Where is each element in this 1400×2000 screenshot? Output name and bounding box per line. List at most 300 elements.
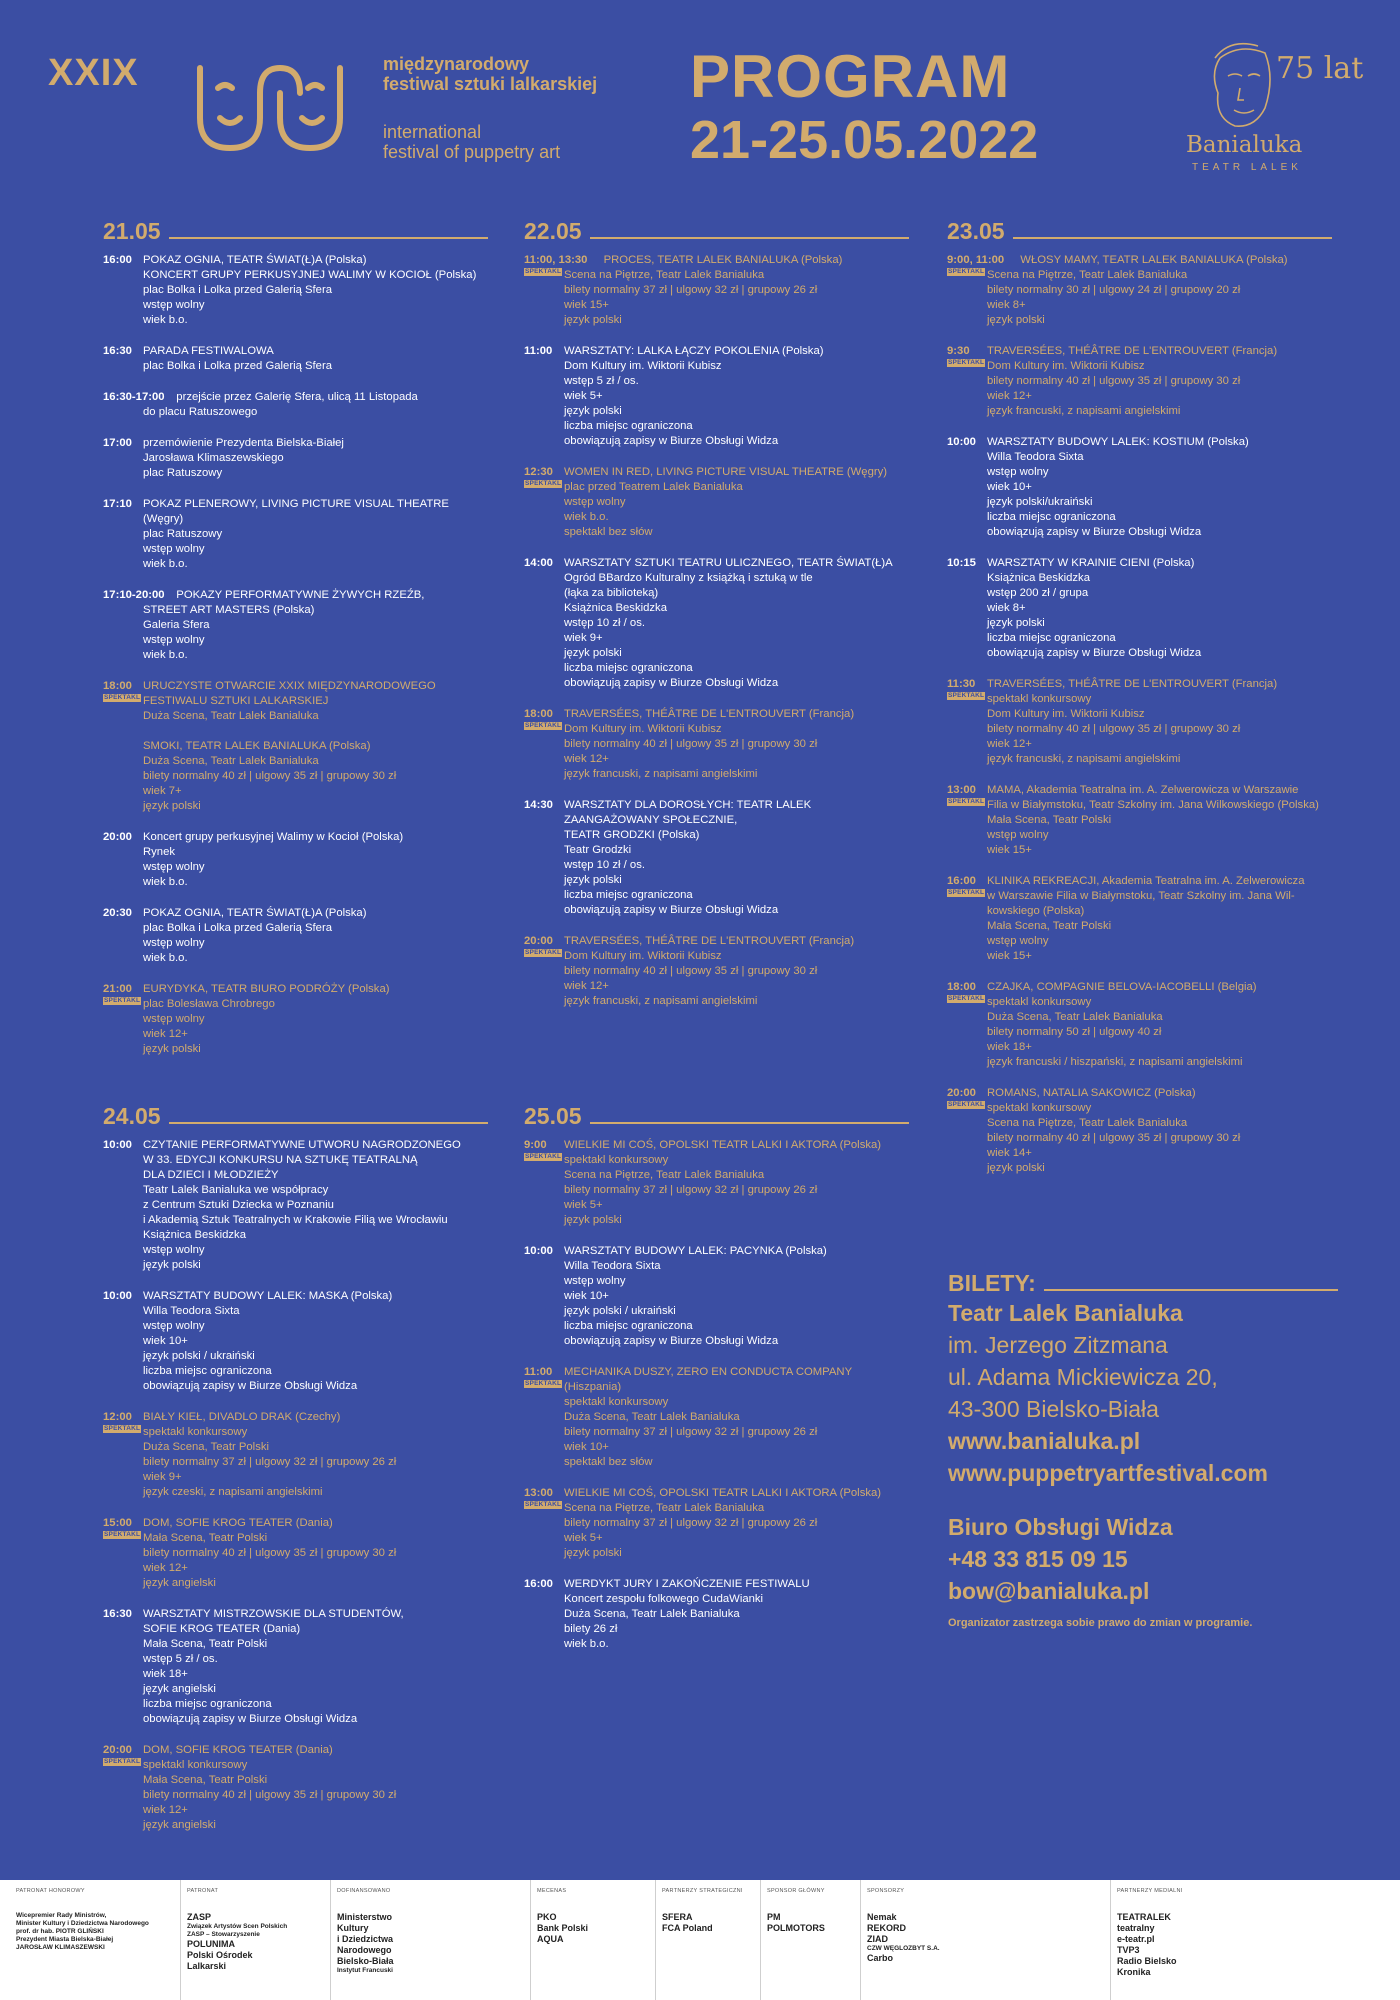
tickets-theatre: Teatr Lalek Banialuka bbox=[948, 1300, 1183, 1326]
theatre-subtitle: TEATR LALEK bbox=[1192, 162, 1302, 173]
event-detail: obowiązują zapisy w Biurze Obsługi Widza bbox=[987, 526, 1202, 538]
event-time: 13:00 bbox=[524, 1487, 553, 1499]
event-detail: język polski bbox=[987, 314, 1045, 326]
spektakl-badge: SPEKTAKL bbox=[525, 1380, 562, 1387]
event-detail: wstęp wolny bbox=[143, 634, 205, 646]
spektakl-badge: SPEKTAKL bbox=[948, 995, 985, 1002]
event-title: WARSZTATY BUDOWY LALEK: PACYNKA (Polska) bbox=[564, 1245, 827, 1257]
event-item bbox=[524, 1486, 909, 1561]
event-detail: bilety normalny 37 zł | ulgowy 32 zł | grupowy 26 zł bbox=[564, 284, 818, 296]
event-detail: wstęp wolny bbox=[143, 299, 205, 311]
event-title: przemówienie Prezydenta Bielska-Białej bbox=[143, 437, 344, 449]
tickets-festival-website[interactable]: www.puppetryartfestival.com bbox=[948, 1460, 1268, 1486]
event-item bbox=[103, 390, 488, 420]
event-detail: wiek 12+ bbox=[987, 738, 1032, 750]
event-detail: język polski bbox=[564, 1547, 622, 1559]
event-detail: wiek b.o. bbox=[143, 952, 188, 964]
day-date: 23.05 bbox=[947, 218, 1005, 244]
event-detail: w Warszawie Filia w Białymstoku, Teatr Szkolny im. Jana Wil- bbox=[987, 890, 1295, 902]
event-detail: TEATR GRODZKI (Polska) bbox=[564, 829, 700, 841]
event-item bbox=[103, 906, 488, 966]
event-title: WERDYKT JURY I ZAKOŃCZENIE FESTIWALU bbox=[564, 1578, 810, 1590]
event-detail: wiek 9+ bbox=[564, 632, 603, 644]
event-detail: obowiązują zapisy w Biurze Obsługi Widza bbox=[564, 1335, 779, 1347]
sponsor-logo: Bank Polski bbox=[537, 1923, 589, 1933]
event-title: POKAZ PLENEROWY, LIVING PICTURE VISUAL THEATRE (Węgry) bbox=[143, 498, 449, 525]
event-time: 18:00 bbox=[524, 708, 553, 720]
tickets-heading: BILETY: bbox=[948, 1270, 1036, 1296]
event-detail: obowiązują zapisy w Biurze Obsługi Widza bbox=[564, 435, 779, 447]
event-time: 21:00 bbox=[103, 983, 132, 995]
event-time: 10:15 bbox=[947, 557, 976, 569]
event-detail: obowiązują zapisy w Biurze Obsługi Widza bbox=[143, 1380, 358, 1392]
event-detail: Scena na Piętrze, Teatr Lalek Banialuka bbox=[564, 1502, 765, 1514]
tickets-rule bbox=[1044, 1289, 1338, 1291]
event-detail: wstęp wolny bbox=[143, 1013, 205, 1025]
event-detail: Mała Scena, Teatr Polski bbox=[987, 814, 1112, 826]
sponsor-logo: CZW WĘGLOZBYT S.A. bbox=[867, 1945, 940, 1952]
event-detail: wiek 7+ bbox=[143, 785, 182, 797]
event-detail: bilety 26 zł bbox=[564, 1623, 618, 1635]
day-column-24 bbox=[103, 1098, 488, 1849]
day-rule bbox=[590, 1122, 909, 1124]
event-detail: DLA DZIECI I MŁODZIEŻY bbox=[143, 1169, 279, 1181]
event-detail bbox=[143, 724, 488, 739]
event-item bbox=[103, 830, 488, 890]
event-detail: bilety normalny 40 zł | ulgowy 35 zł | grupowy 30 zł bbox=[987, 375, 1241, 387]
sponsor-logo: PKO bbox=[537, 1912, 557, 1922]
event-detail: spektakl bez słów bbox=[564, 526, 653, 538]
sponsor-logo: TVP3 bbox=[1117, 1945, 1140, 1955]
event-detail: język polski / ukraiński bbox=[143, 1350, 255, 1362]
day-date: 22.05 bbox=[524, 218, 582, 244]
event-detail: bilety normalny 50 zł | ulgowy 40 zł bbox=[987, 1026, 1162, 1038]
event-detail: Galeria Sfera bbox=[143, 619, 210, 631]
sponsor-group-label: MECENAS bbox=[537, 1888, 567, 1894]
event-item bbox=[103, 1607, 488, 1727]
event-detail: język francuski, z napisami angielskimi bbox=[987, 405, 1181, 417]
event-title: WARSZTATY: LALKA ŁĄCZY POKOLENIA (Polska) bbox=[564, 345, 824, 357]
event-detail: wstęp wolny bbox=[564, 496, 626, 508]
sponsor-logo: Ministerstwo bbox=[337, 1912, 393, 1922]
event-time: 15:00 bbox=[103, 1517, 132, 1529]
event-title: WARSZTATY W KRAINIE CIENI (Polska) bbox=[987, 557, 1195, 569]
event-detail: język polski bbox=[987, 617, 1045, 629]
day-date: 25.05 bbox=[524, 1103, 582, 1129]
event-detail: bilety normalny 40 zł | ulgowy 35 zł | grupowy 30 zł bbox=[143, 1789, 397, 1801]
event-detail: bilety normalny 40 zł | ulgowy 35 zł | grupowy 30 zł bbox=[564, 738, 818, 750]
event-detail: język polski bbox=[143, 800, 201, 812]
event-item bbox=[103, 679, 488, 814]
event-detail: bilety normalny 40 zł | ulgowy 35 zł | grupowy 30 zł bbox=[143, 770, 397, 782]
event-detail: (Hiszpania) bbox=[564, 1381, 622, 1393]
theatre-name: Banialuka bbox=[1186, 132, 1303, 158]
event-detail: język angielski bbox=[143, 1577, 216, 1589]
event-time: 17:10-20:00 bbox=[103, 589, 165, 601]
spektakl-badge: SPEKTAKL bbox=[104, 1758, 141, 1765]
spektakl-badge: SPEKTAKL bbox=[104, 1425, 141, 1432]
event-title: WARSZTATY BUDOWY LALEK: MASKA (Polska) bbox=[143, 1290, 393, 1302]
event-time: 17:10 bbox=[103, 498, 132, 510]
event-time: 10:00 bbox=[947, 436, 976, 448]
spektakl-badge: SPEKTAKL bbox=[948, 359, 985, 366]
event-detail: Filia w Białymstoku, Teatr Szkolny im. Jana Wilkowskiego (Polska) bbox=[987, 799, 1319, 811]
day-header bbox=[524, 213, 909, 243]
event-detail: wstęp 5 zł / os. bbox=[143, 1653, 218, 1665]
event-title: POKAZY PERFORMATYWNE ŻYWYCH RZEŹB, bbox=[176, 589, 425, 601]
event-detail: język polski bbox=[564, 1214, 622, 1226]
spektakl-badge: SPEKTAKL bbox=[525, 268, 562, 275]
event-detail: wiek b.o. bbox=[143, 649, 188, 661]
event-detail: Scena na Piętrze, Teatr Lalek Banialuka bbox=[987, 1117, 1188, 1129]
event-item bbox=[947, 980, 1332, 1070]
event-time: 17:00 bbox=[103, 437, 132, 449]
event-time: 14:00 bbox=[524, 557, 553, 569]
spektakl-badge: SPEKTAKL bbox=[104, 997, 141, 1004]
sponsor-group bbox=[860, 1880, 1105, 2000]
event-detail: spektakl konkursowy bbox=[987, 996, 1092, 1008]
event-detail: wiek 12+ bbox=[143, 1804, 188, 1816]
event-title: PROCES, TEATR LALEK BANIALUKA (Polska) bbox=[603, 254, 843, 266]
event-detail: Duża Scena, Teatr Lalek Banialuka bbox=[987, 1011, 1163, 1023]
event-detail: Książnica Beskidzka bbox=[564, 602, 667, 614]
sponsor-logo: Minister Kultury i Dziedzictwa Narodowego bbox=[16, 1920, 149, 1927]
event-detail: wiek 15+ bbox=[987, 950, 1032, 962]
spektakl-badge: SPEKTAKL bbox=[104, 694, 141, 701]
event-detail: język polski bbox=[564, 405, 622, 417]
day-column-21 bbox=[103, 213, 488, 1073]
event-detail: liczba miejsc ograniczona bbox=[143, 1698, 272, 1710]
sponsor-logo: ZIAD bbox=[867, 1934, 888, 1944]
event-detail: plac Ratuszowy bbox=[143, 467, 223, 479]
event-detail: KONCERT GRUPY PERKUSYJNEJ WALIMY W KOCIOŁ (Polska) bbox=[143, 269, 477, 281]
sponsor-logo: Wicepremier Rady Ministrów, bbox=[16, 1912, 107, 1919]
sponsor-group-label: DOFINANSOWANO bbox=[337, 1888, 391, 1894]
event-detail: wiek 8+ bbox=[987, 602, 1026, 614]
box-office-title: Biuro Obsługi Widza bbox=[948, 1514, 1173, 1540]
event-detail: bilety normalny 37 zł | ulgowy 32 zł | grupowy 26 zł bbox=[564, 1426, 818, 1438]
event-time: 20:00 bbox=[524, 935, 553, 947]
event-detail: spektakl konkursowy bbox=[987, 1102, 1092, 1114]
event-detail: Duża Scena, Teatr Lalek Banialuka bbox=[564, 1411, 740, 1423]
event-time: 14:30 bbox=[524, 799, 553, 811]
event-detail: Mała Scena, Teatr Polski bbox=[143, 1638, 268, 1650]
event-detail: Willa Teodora Sixta bbox=[564, 1260, 661, 1272]
festival-name-en: international festival of puppetry art bbox=[383, 122, 561, 162]
sponsor-logo: ZASP – Stowarzyszenie bbox=[187, 1931, 260, 1938]
box-office-phone[interactable]: +48 33 815 09 15 bbox=[948, 1546, 1128, 1572]
event-detail: wiek 12+ bbox=[564, 753, 609, 765]
day-column-23 bbox=[947, 213, 1332, 1192]
event-time: 11:00 bbox=[524, 1366, 553, 1378]
tickets-patron: im. Jerzego Zitzmana bbox=[948, 1332, 1168, 1358]
event-detail: język polski bbox=[987, 1162, 1045, 1174]
event-item bbox=[524, 1244, 909, 1349]
event-title: Koncert grupy perkusyjnej Walimy w Kocioł (Polska) bbox=[143, 831, 404, 843]
event-item bbox=[524, 934, 909, 1009]
event-time: 10:00 bbox=[103, 1290, 132, 1302]
event-item bbox=[103, 982, 488, 1057]
event-detail: Mała Scena, Teatr Polski bbox=[987, 920, 1112, 932]
sponsor-logo: i Dziedzictwa bbox=[337, 1934, 394, 1944]
event-title: EURYDYKA, TEATR BIURO PODRÓŻY (Polska) bbox=[143, 983, 390, 995]
event-time: 9:00 bbox=[524, 1139, 547, 1151]
event-item bbox=[103, 344, 488, 374]
event-detail: STREET ART MASTERS (Polska) bbox=[143, 604, 315, 616]
event-item bbox=[524, 707, 909, 782]
event-detail: język angielski bbox=[143, 1819, 216, 1831]
event-title: TRAVERSÉES, THÉÂTRE DE L'ENTROUVERT (Francja) bbox=[987, 345, 1278, 357]
event-detail: liczba miejsc ograniczona bbox=[987, 511, 1116, 523]
event-detail: SMOKI, TEATR LALEK BANIALUKA (Polska) bbox=[143, 740, 371, 752]
event-title: CZYTANIE PERFORMATYWNE UTWORU NAGRODZONEGO bbox=[143, 1139, 461, 1151]
event-detail: Dom Kultury im. Wiktorii Kubisz bbox=[987, 708, 1145, 720]
event-detail: Teatr Grodzki bbox=[564, 844, 632, 856]
event-item bbox=[103, 1410, 488, 1500]
event-detail: Dom Kultury im. Wiktorii Kubisz bbox=[987, 360, 1145, 372]
event-detail: z Centrum Sztuki Dziecka w Poznaniu bbox=[143, 1199, 334, 1211]
sponsor-logo: SFERA bbox=[662, 1912, 693, 1922]
sponsor-logo: PM bbox=[767, 1912, 781, 1922]
event-time: 16:00 bbox=[524, 1578, 553, 1590]
event-detail: liczba miejsc ograniczona bbox=[564, 889, 693, 901]
sponsor-logo: Nemak bbox=[867, 1912, 897, 1922]
sponsor-logo: AQUA bbox=[537, 1934, 564, 1944]
event-detail: wiek 9+ bbox=[143, 1471, 182, 1483]
organizer-note: Organizator zastrzega sobie prawo do zmian w programie. bbox=[948, 1617, 1253, 1629]
event-title: WARSZTATY DLA DOROSŁYCH: TEATR LALEK bbox=[564, 799, 812, 811]
event-title: WOMEN IN RED, LIVING PICTURE VISUAL THEATRE (Węgry) bbox=[564, 466, 888, 478]
sponsor-group bbox=[760, 1880, 855, 2000]
festival-logo-icon bbox=[190, 58, 350, 158]
event-detail: Mała Scena, Teatr Polski bbox=[143, 1532, 268, 1544]
event-detail: plac Ratuszowy bbox=[143, 528, 223, 540]
event-title: TRAVERSÉES, THÉÂTRE DE L'ENTROUVERT (Francja) bbox=[564, 708, 855, 720]
sponsor-logo: teatralny bbox=[1117, 1923, 1155, 1933]
event-detail: wiek 5+ bbox=[564, 1532, 603, 1544]
event-detail: wstęp wolny bbox=[143, 1244, 205, 1256]
sponsor-logo: prof. dr hab. PIOTR GLIŃSKI bbox=[16, 1928, 104, 1935]
event-detail: wiek 18+ bbox=[143, 1668, 188, 1680]
event-title: URUCZYSTE OTWARCIE XXIX MIĘDZYNARODOWEGO bbox=[143, 680, 436, 692]
event-detail: spektakl bez słów bbox=[564, 1456, 653, 1468]
anniversary-text: 75 lat bbox=[1276, 51, 1364, 86]
event-detail: wstęp wolny bbox=[564, 1275, 626, 1287]
event-detail: wstęp 10 zł / os. bbox=[564, 617, 645, 629]
event-title: POKAZ OGNIA, TEATR ŚWIAT(Ł)A (Polska) bbox=[143, 907, 367, 919]
event-detail: SOFIE KROG TEATER (Dania) bbox=[143, 1623, 301, 1635]
event-item bbox=[524, 344, 909, 449]
sponsor-group bbox=[180, 1880, 325, 2000]
event-detail: wiek 12+ bbox=[564, 980, 609, 992]
spektakl-badge: SPEKTAKL bbox=[104, 1531, 141, 1538]
event-detail: Książnica Beskidzka bbox=[987, 572, 1090, 584]
event-detail: wiek 10+ bbox=[564, 1290, 609, 1302]
event-detail: bilety normalny 40 zł | ulgowy 35 zł | grupowy 30 zł bbox=[987, 1132, 1241, 1144]
event-detail: wiek b.o. bbox=[564, 1638, 609, 1650]
event-detail: Dom Kultury im. Wiktorii Kubisz bbox=[564, 360, 722, 372]
event-detail: wstęp 5 zł / os. bbox=[564, 375, 639, 387]
day-rule bbox=[169, 1122, 488, 1124]
event-detail: wiek 14+ bbox=[987, 1147, 1032, 1159]
day-header bbox=[524, 1098, 909, 1128]
festival-edition: XXIX bbox=[48, 52, 139, 94]
event-detail: Rynek bbox=[143, 846, 176, 858]
event-time: 20:00 bbox=[103, 1744, 132, 1756]
event-detail: język francuski, z napisami angielskimi bbox=[564, 768, 758, 780]
event-detail: liczba miejsc ograniczona bbox=[143, 1365, 272, 1377]
sponsor-logo: Bielsko-Biała bbox=[337, 1956, 394, 1966]
event-detail: bilety normalny 37 zł | ulgowy 32 zł | grupowy 26 zł bbox=[564, 1184, 818, 1196]
event-detail: wiek 5+ bbox=[564, 390, 603, 402]
sponsor-group bbox=[655, 1880, 755, 2000]
spektakl-badge: SPEKTAKL bbox=[525, 1153, 562, 1160]
spektakl-badge: SPEKTAKL bbox=[948, 692, 985, 699]
sponsor-logo: POLUNIMA bbox=[187, 1939, 235, 1949]
event-item bbox=[947, 1086, 1332, 1176]
event-title: MAMA, Akademia Teatralna im. A. Zelwerowicza w Warszawie bbox=[987, 784, 1299, 796]
event-title: WARSZTATY MISTRZOWSKIE DLA STUDENTÓW, bbox=[143, 1608, 404, 1620]
box-office-email[interactable]: bow@banialuka.pl bbox=[948, 1578, 1150, 1604]
sponsor-group-label: PATRONAT HONOROWY bbox=[16, 1888, 85, 1894]
tickets-section bbox=[948, 1270, 1338, 1629]
event-detail: bilety normalny 40 zł | ulgowy 35 zł | grupowy 30 zł bbox=[564, 965, 818, 977]
event-item bbox=[103, 1138, 488, 1273]
event-detail: Scena na Piętrze, Teatr Lalek Banialuka bbox=[564, 1169, 765, 1181]
event-item bbox=[524, 465, 909, 540]
spektakl-badge: SPEKTAKL bbox=[525, 722, 562, 729]
event-time: 16:30 bbox=[103, 1608, 132, 1620]
spektakl-badge: SPEKTAKL bbox=[525, 480, 562, 487]
day-rule bbox=[590, 237, 909, 239]
event-detail: wstęp wolny bbox=[987, 935, 1049, 947]
event-detail: plac przed Teatrem Lalek Banialuka bbox=[564, 481, 743, 493]
event-item bbox=[947, 677, 1332, 767]
event-detail: ZAANGAŻOWANY SPOŁECZNIE, bbox=[564, 814, 738, 826]
sponsor-logo: POLMOTORS bbox=[767, 1923, 825, 1933]
sponsor-group bbox=[330, 1880, 525, 2000]
event-detail: wiek 10+ bbox=[564, 1441, 609, 1453]
event-detail: bilety normalny 40 zł | ulgowy 35 zł | grupowy 30 zł bbox=[987, 723, 1241, 735]
event-title: przejście przez Galerię Sfera, ulicą 11 Listopada bbox=[176, 391, 418, 403]
event-item bbox=[103, 588, 488, 663]
event-detail: plac Bolka i Lolka przed Galerią Sfera bbox=[143, 284, 333, 296]
day-date: 24.05 bbox=[103, 1103, 161, 1129]
tickets-website[interactable]: www.banialuka.pl bbox=[948, 1428, 1141, 1454]
event-item bbox=[103, 253, 488, 328]
event-time: 11:30 bbox=[947, 678, 976, 690]
poster-header bbox=[0, 0, 1400, 210]
event-detail: wiek 12+ bbox=[143, 1028, 188, 1040]
event-item bbox=[947, 435, 1332, 540]
event-detail: obowiązują zapisy w Biurze Obsługi Widza bbox=[987, 647, 1202, 659]
event-detail: wiek b.o. bbox=[143, 558, 188, 570]
event-detail: obowiązują zapisy w Biurze Obsługi Widza bbox=[564, 904, 779, 916]
event-detail: język polski bbox=[143, 1043, 201, 1055]
event-detail: spektakl konkursowy bbox=[143, 1426, 248, 1438]
event-detail: plac Bolesława Chrobrego bbox=[143, 998, 275, 1010]
event-detail: Mała Scena, Teatr Polski bbox=[143, 1774, 268, 1786]
event-detail: język polski bbox=[564, 874, 622, 886]
sponsor-group bbox=[530, 1880, 650, 2000]
event-detail: spektakl konkursowy bbox=[564, 1154, 669, 1166]
event-detail: wiek b.o. bbox=[564, 511, 609, 523]
event-time: 13:00 bbox=[947, 784, 976, 796]
event-time: 18:00 bbox=[947, 981, 976, 993]
event-detail: język francuski, z napisami angielskimi bbox=[564, 995, 758, 1007]
event-item bbox=[947, 783, 1332, 858]
festival-name-pl: międzynarodowy festiwal sztuki lalkarskiej bbox=[383, 54, 598, 94]
event-detail: wiek 10+ bbox=[987, 481, 1032, 493]
event-time: 10:00 bbox=[524, 1245, 553, 1257]
sponsor-logo: Radio Bielsko bbox=[1117, 1956, 1177, 1966]
sponsor-logo: Kronika bbox=[1117, 1967, 1151, 1977]
day-header bbox=[103, 213, 488, 243]
event-detail: wstęp wolny bbox=[143, 543, 205, 555]
event-item bbox=[103, 436, 488, 481]
event-title: DOM, SOFIE KROG TEATER (Dania) bbox=[143, 1744, 333, 1756]
event-detail: Duża Scena, Teatr Lalek Banialuka bbox=[143, 755, 319, 767]
event-detail: Teatr Lalek Banialuka we współpracy bbox=[143, 1184, 329, 1196]
event-time: 16:00 bbox=[103, 254, 132, 266]
event-detail: liczba miejsc ograniczona bbox=[987, 632, 1116, 644]
spektakl-badge: SPEKTAKL bbox=[948, 268, 985, 275]
event-detail: język angielski bbox=[143, 1683, 216, 1695]
event-time: 16:30 bbox=[103, 345, 132, 357]
event-detail: wiek 18+ bbox=[987, 1041, 1032, 1053]
spektakl-badge: SPEKTAKL bbox=[525, 949, 562, 956]
event-item bbox=[524, 1365, 909, 1470]
program-dates: 21-25.05.2022 bbox=[690, 110, 1039, 170]
sponsor-group-label: SPONSORZY bbox=[867, 1888, 905, 1894]
event-time: 10:00 bbox=[103, 1139, 132, 1151]
event-time: 18:00 bbox=[103, 680, 132, 692]
event-title: MECHANIKA DUSZY, ZERO EN CONDUCTA COMPANY bbox=[564, 1366, 853, 1378]
event-detail: język polski bbox=[564, 647, 622, 659]
sponsor-group-label: SPONSOR GŁÓWNY bbox=[767, 1888, 825, 1894]
sponsor-logo: Lalkarski bbox=[187, 1961, 227, 1971]
event-title: PARADA FESTIWALOWA bbox=[143, 345, 274, 357]
event-title: WARSZTATY BUDOWY LALEK: KOSTIUM (Polska) bbox=[987, 436, 1249, 448]
spektakl-badge: SPEKTAKL bbox=[525, 1501, 562, 1508]
day-header bbox=[103, 1098, 488, 1128]
event-detail: język francuski / hiszpański, z napisami angielskimi bbox=[987, 1056, 1243, 1068]
sponsor-logo: Carbo bbox=[867, 1953, 894, 1963]
event-title: WARSZTATY SZTUKI TEATRU ULICZNEGO, TEATR ŚWIAT(Ł)A bbox=[564, 557, 893, 569]
event-detail: spektakl konkursowy bbox=[987, 693, 1092, 705]
event-detail: Koncert zespołu folkowego CudaWianki bbox=[564, 1593, 764, 1605]
event-item bbox=[524, 556, 909, 691]
sponsors-bar bbox=[0, 1880, 1400, 2000]
event-time: 20:00 bbox=[103, 831, 132, 843]
day-rule bbox=[169, 237, 488, 239]
event-detail: wiek b.o. bbox=[143, 314, 188, 326]
event-detail: Duża Scena, Teatr Lalek Banialuka bbox=[143, 710, 319, 722]
event-detail: język polski bbox=[564, 314, 622, 326]
event-detail: plac Bolka i Lolka przed Galerią Sfera bbox=[143, 360, 333, 372]
event-title: KLINIKA REKREACJI, Akademia Teatralna im. A. Zelwerowicza bbox=[987, 875, 1305, 887]
event-detail: bilety normalny 37 zł | ulgowy 32 zł | grupowy 26 zł bbox=[564, 1517, 818, 1529]
event-time: 9:00, 11:00 bbox=[947, 254, 1005, 266]
event-time: 9:30 bbox=[947, 345, 970, 357]
event-item bbox=[524, 253, 909, 328]
event-detail: język polski bbox=[143, 1259, 201, 1271]
event-detail: Książnica Beskidzka bbox=[143, 1229, 246, 1241]
sponsor-group-label: PARTNERZY STRATEGICZNI bbox=[662, 1888, 743, 1894]
tickets-header bbox=[948, 1270, 1338, 1297]
event-title: BIAŁY KIEŁ, DIVADLO DRAK (Czechy) bbox=[143, 1411, 341, 1423]
event-detail: język czeski, z napisami angielskimi bbox=[143, 1486, 323, 1498]
